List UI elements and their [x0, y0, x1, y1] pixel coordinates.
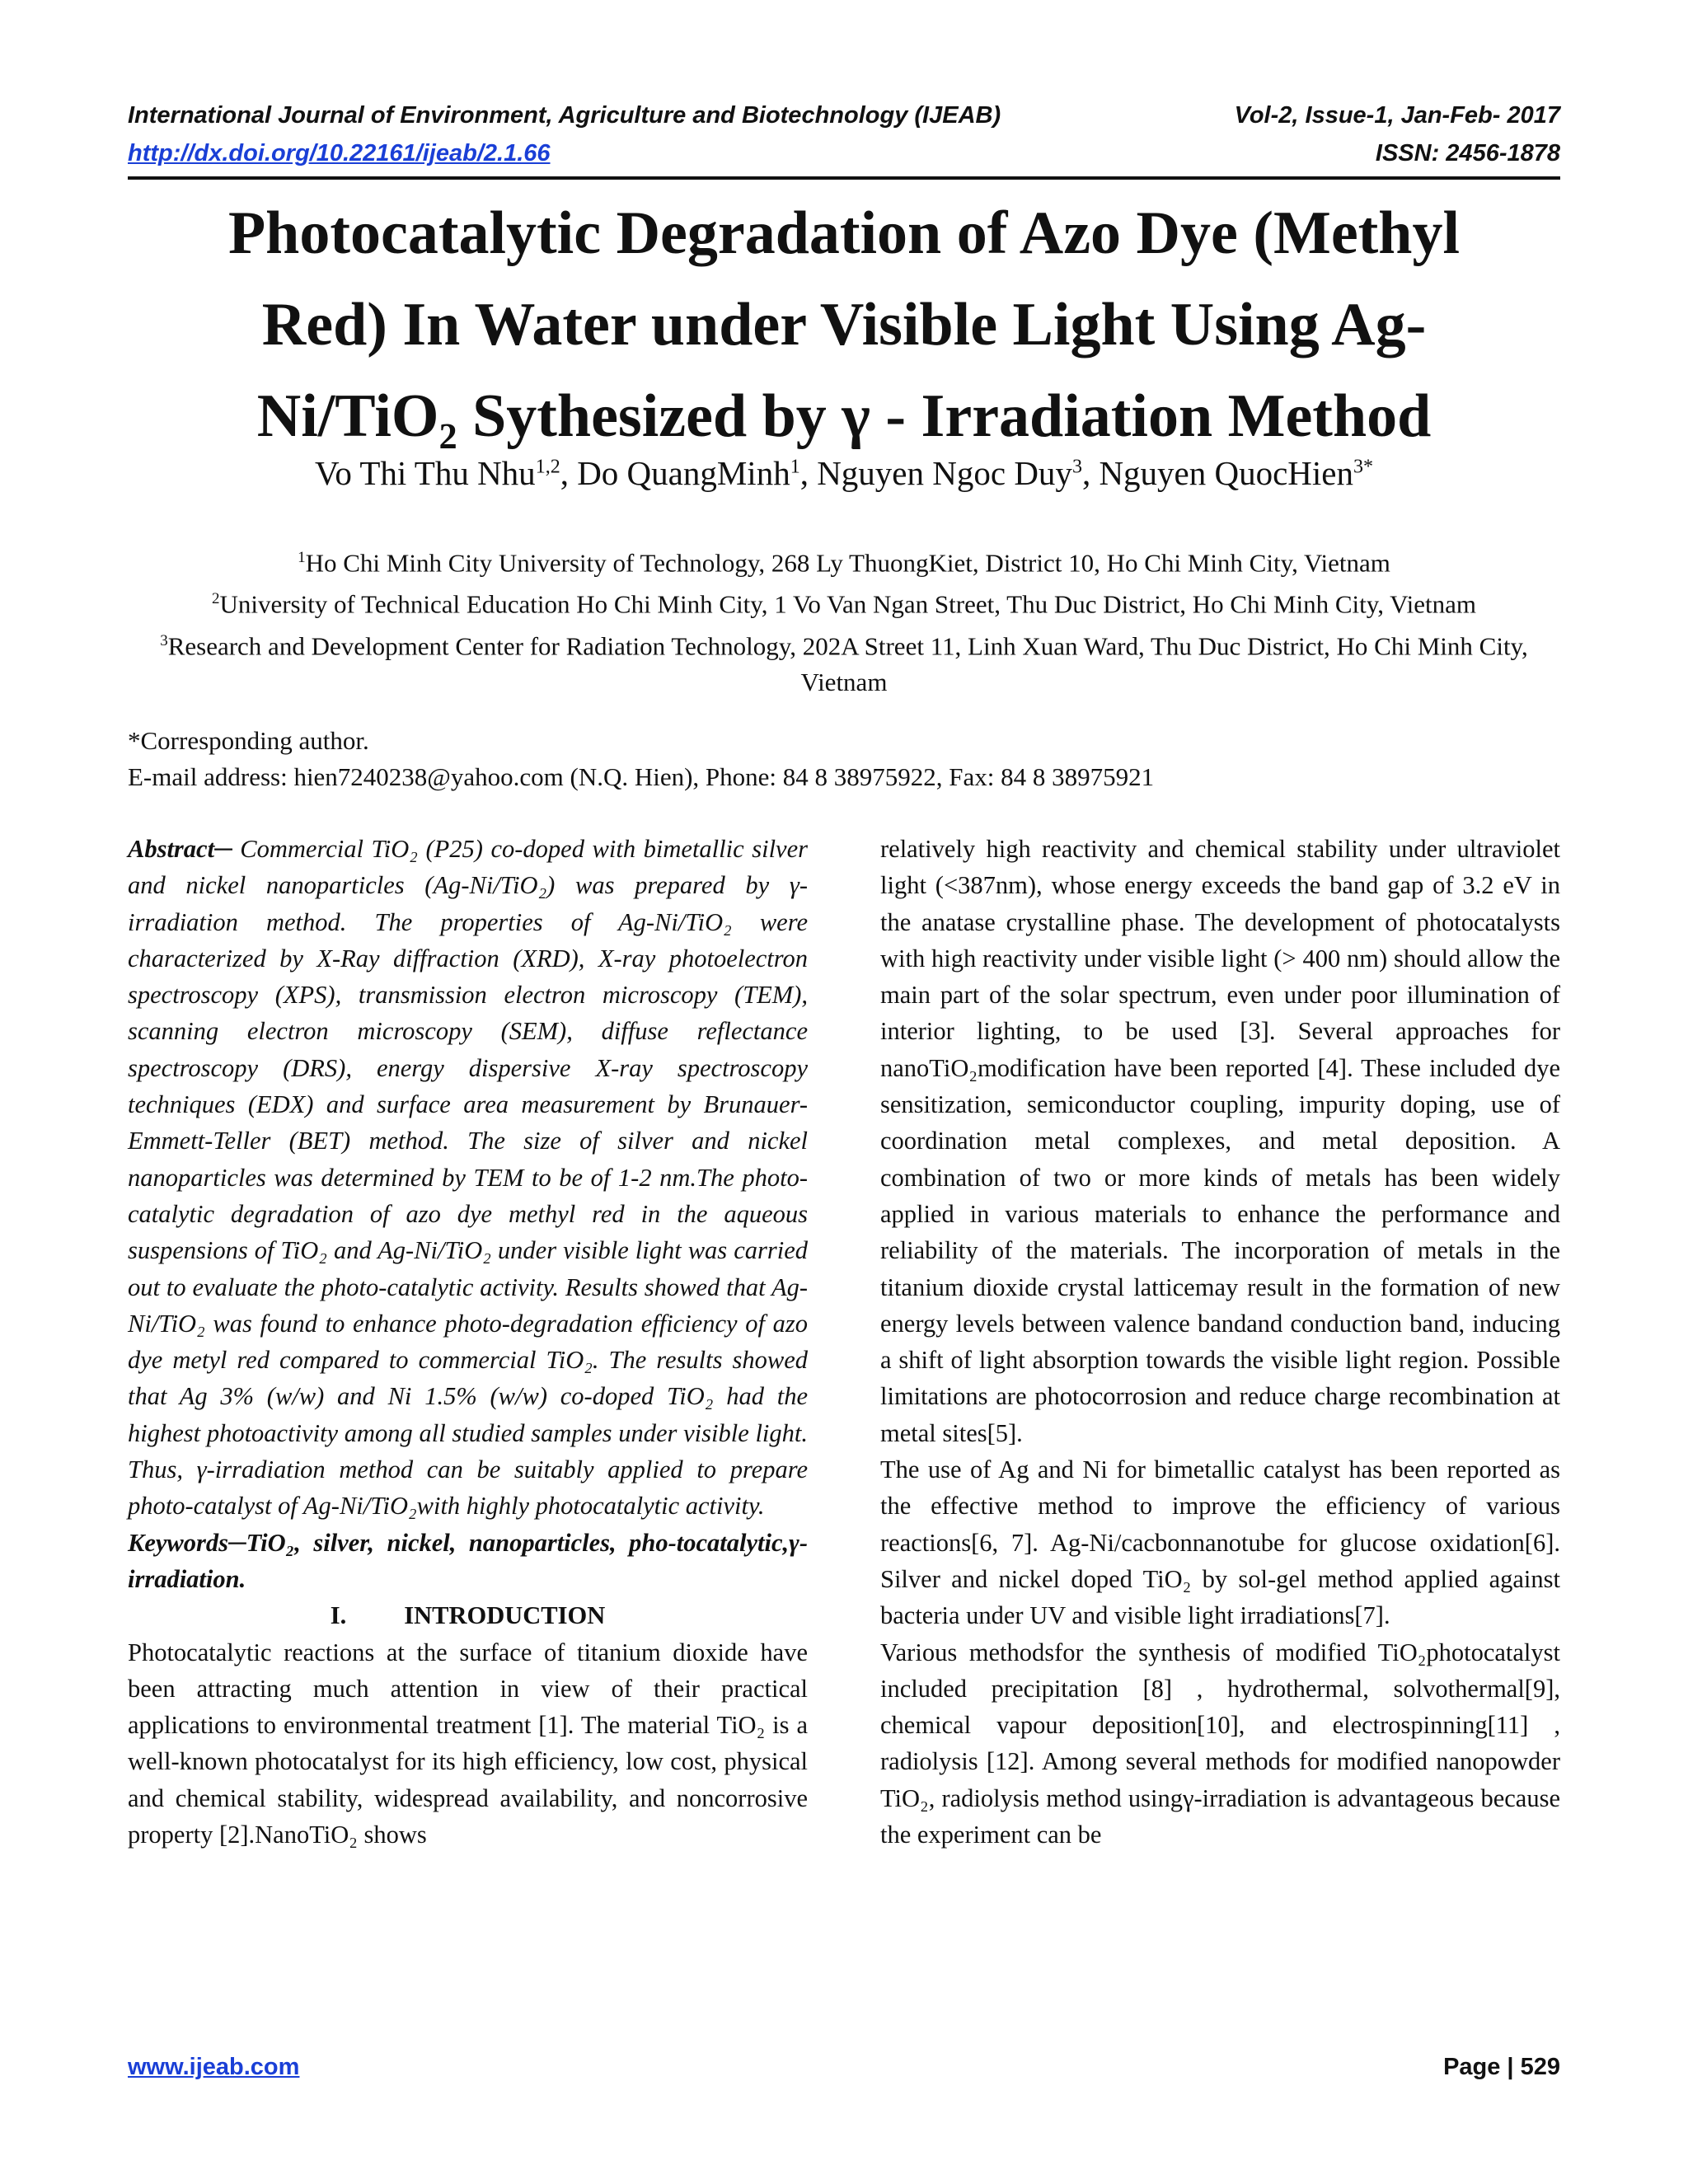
- affiliation-text: Ho Chi Minh City University of Technology, 268 Ly ThuongKiet, District 10, Ho Chi Minh City, Vietnam: [305, 548, 1390, 578]
- right-column: [880, 831, 1560, 1853]
- affiliation-number: 3: [160, 631, 168, 649]
- body-paragraph: relatively high reactivity and chemical stability under ultraviolet light (<387nm), whose energy exceeds the band gap of 3.2 eV in the anatase crystalline phase. The development of photocatalysts with high reactivity under visible light (> 400 nm) should allow the main part of the solar spectrum, even under poor illumination of interior lighting, to be used [3]. Several approaches for nanoTiO₂modification have been reported [4]. These included dye sensitization, semiconductor coupling, impurity doping, use of coordination metal complexes, and metal deposition. A combination of two or more kinds of metals has been widely applied in various materials to enhance the performance and reliability of the materials. The incorporation of metals in the titanium dioxide crystal latticemay result in the formation of new energy levels between valence bandand conduction band, inducing a shift of light absorption towards the visible light region. Possible limitations are photocorrosion and reduce charge recombination at metal sites[5].: [880, 835, 1560, 1447]
- author-name: Nguyen QuocHien: [1099, 454, 1353, 492]
- corresponding-contact: E-mail address: hien7240238@yahoo.com (N.Q. Hien), Phone: 84 8 38975922, Fax: 84 8 38975921: [128, 762, 1155, 791]
- affiliations: [124, 540, 1564, 701]
- left-column: [128, 831, 808, 1853]
- title-line: Ni/TiO₂ Sythesized by γ - Irradiation Method: [256, 382, 1432, 450]
- header-rule: [128, 176, 1560, 180]
- doi-header: [128, 140, 1560, 170]
- keywords: Keywords─TiO₂, silver, nickel, nanoparticles, pho-tocatalytic,γ-irradiation.: [128, 1528, 808, 1593]
- affiliation-number: 1: [298, 549, 306, 566]
- affiliation-text: University of Technical Education Ho Chi Minh City, 1 Vo Van Ngan Street, Thu Duc District, Ho Chi Minh City, Vietnam: [219, 589, 1477, 619]
- corresponding-label: *Corresponding author.: [128, 726, 369, 755]
- corresponding-author: [128, 723, 1154, 795]
- volume-issue: Vol-2, Issue-1, Jan-Feb- 2017: [1234, 102, 1560, 129]
- doi-link[interactable]: http://dx.doi.org/10.22161/ijeab/2.1.66: [128, 140, 551, 166]
- affiliation: [124, 581, 1564, 622]
- affiliation: [124, 623, 1564, 701]
- body-paragraph: The use of Ag and Ni for bimetallic catalyst has been reported as the effective method to improve the efficiency of various reactions[6, 7]. Ag-Ni/cacbonnanotube for glucose oxidation[6]. Silver and nickel doped TiO₂ by sol-gel method applied against bacteria under UV and visible light irradiations[7].: [880, 1455, 1560, 1630]
- author-affil-mark: 3: [1071, 456, 1082, 478]
- section-number: I.: [330, 1601, 347, 1630]
- author-name: Nguyen Ngoc Duy: [817, 454, 1072, 492]
- author-affil-mark: 3*: [1353, 456, 1373, 478]
- author-name: Vo Thi Thu Nhu: [315, 454, 536, 492]
- title-line: Red) In Water under Visible Light Using Ag-: [261, 291, 1427, 359]
- issn: ISSN: 2456-1878: [1375, 140, 1560, 166]
- section-title: INTRODUCTION: [404, 1601, 606, 1630]
- abstract: [128, 831, 808, 1525]
- affiliation: [124, 540, 1564, 581]
- journal-header: [128, 102, 1560, 132]
- affiliation-text: Research and Development Center for Radiation Technology, 202A Street 11, Linh Xuan Ward, Thu Duc District, Ho Chi Minh City, Vietnam: [167, 630, 1528, 696]
- author-name: Do QuangMinh: [577, 454, 790, 492]
- author-list: Vo Thi Thu Nhu$^{1,2}$, Do QuangMinh$^1$, Nguyen Ngoc Duy$^3$, Nguyen QuocHien$^{3*}$: [315, 454, 1373, 492]
- section-heading: [128, 1597, 808, 1633]
- journal-website-link[interactable]: www.ijeab.com: [128, 2054, 300, 2080]
- abstract-label: Abstract─: [128, 835, 232, 863]
- affiliation-number: 2: [211, 590, 220, 608]
- author-affil-mark: 1,2: [535, 456, 560, 478]
- abstract-text: Commercial TiO₂ (P25) co-doped with bimetallic silver and nickel nanoparticles (Ag-Ni/TiO₂) was prepared by γ-irradiation method. The properties of Ag-Ni/TiO₂ were characterized by X-Ray diffraction (XRD), X-ray photoelectron spectroscopy (XPS), transmission electron microscopy (TEM), scanning electron microscopy (SEM), diffuse reflectance spectroscopy (DRS), energy dispersive X-ray spectroscopy techniques (EDX) and surface area measurement by Brunauer-Emmett-Teller (BET) method. The size of silver and nickel nanoparticles was determined by TEM to be of 1-2 nm.The photo-catalytic degradation of azo dye methyl red in the aqueous suspensions of TiO₂ and Ag-Ni/TiO₂ under visible light was carried out to evaluate the photo-catalytic activity. Results showed that Ag-Ni/TiO₂ was found to enhance photo-degradation efficiency of azo dye metyl red compared to commercial TiO₂. The results showed that Ag 3% (w/w) and Ni 1.5% (w/w) co-doped TiO₂ had the highest photoactivity among all studied samples under visible light. Thus, γ-irradiation method can be suitably applied to prepare photo-catalyst of Ag-Ni/TiO₂with highly photocatalytic activity.: [128, 835, 808, 1521]
- page-number: Page | 529: [1443, 2054, 1560, 2080]
- body-paragraph: Various methodsfor the synthesis of modified TiO₂photocatalyst included precipitation [8] , hydrothermal, solvothermal[9], chemical vapour deposition[10], and electrospinning[11] , radiolysis [12]. Among several methods for modified nanopowder TiO₂, radiolysis method usingγ-irradiation is advantageous because the experiment can be: [880, 1638, 1560, 1849]
- paper-title: [107, 188, 1581, 462]
- author-affil-mark: 1: [790, 456, 800, 478]
- journal-name: International Journal of Environment, Agriculture and Biotechnology (IJEAB): [128, 102, 1001, 129]
- title-line: Photocatalytic Degradation of Azo Dye (Methyl: [227, 199, 1461, 267]
- intro-paragraph: Photocatalytic reactions at the surface of titanium dioxide have been attracting much attention in view of their practical applications to environmental treatment [1]. The material TiO₂ is a well-known photocatalyst for its high efficiency, low cost, physical and chemical stability, widespread availability, and noncorrosive property [2].NanoTiO₂ shows: [128, 1638, 808, 1849]
